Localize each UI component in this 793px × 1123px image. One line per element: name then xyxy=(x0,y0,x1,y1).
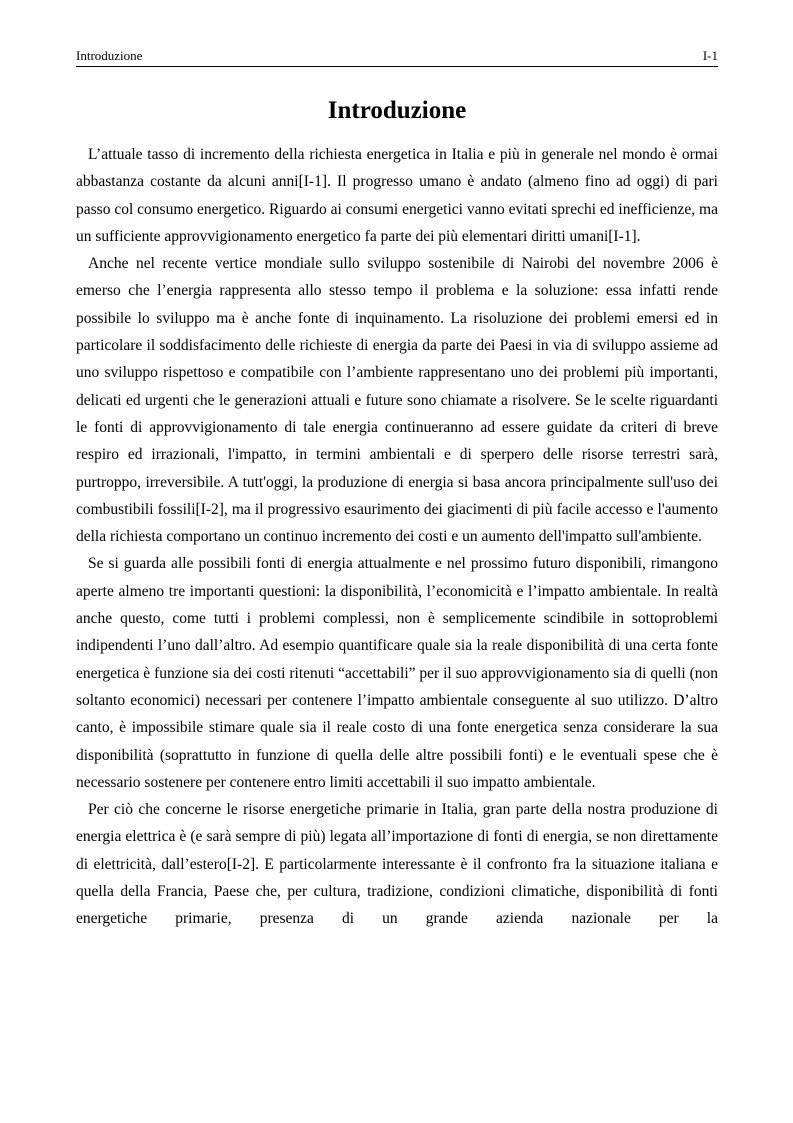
paragraph-4: Per ciò che concerne le risorse energetiche primarie in Italia, gran parte della nostra produzione di energia elettrica è (e sarà sempre di più) legata all’importazione di fonti di energia, se non direttamente di elettricità, dall’estero[I-2]. E particolarmente interessante è il confronto fra la situazione italiana e quella della Francia, Paese che, per cultura, tradizione, condizioni climatiche, disponibilità di fonti energetiche primarie, presenza di un grande azienda nazionale per la xyxy=(76,801,718,928)
body-text xyxy=(76,141,718,933)
chapter-title: Introduzione xyxy=(327,97,467,124)
paragraph-2: Anche nel recente vertice mondiale sullo sviluppo sostenibile di Nairobi del novembre 2006 è emerso che l’energia rappresenta allo stesso tempo il problema e la soluzione: essa infatti rende possibile lo sviluppo ma è anche fonte di inquinamento. La risoluzione dei problemi emersi ed in particolare il soddisfacimento delle richieste di energia da parte dei Paesi in via di sviluppo assieme ad uno sviluppo rispettoso e compatibile con l’ambiente rappresentano uno dei problemi più importanti, delicati ed urgenti che le generazioni attuali e future sono chiamate a risolvere. Se le scelte riguardanti le fonti di approvvigionamento di tale energia continueranno ad essere guidate da criteri di breve respiro ed irrazionali, l'impatto, in termini ambientali e di sperpero delle risorse terrestri sarà, purtroppo, irreversibile. A tutt'oggi, la produzione di energia si basa ancora principalmente sull'uso dei combustibili fossili[I-2], ma il progressivo esaurimento dei giacimenti di più facile accesso e l'aumento della richiesta comportano un continuo incremento dei costi e un aumento dell'impatto sull'ambiente. xyxy=(76,255,718,546)
paragraph-3: Se si guarda alle possibili fonti di energia attualmente e nel prossimo futuro disponibili, rimangono aperte almeno tre importanti questioni: la disponibilità, l’economicità e l’impatto ambientale. In realtà anche questo, come tutti i problemi complessi, non è semplicemente scindibile in sottoproblemi indipendenti l’uno dall’altro. Ad esempio quantificare quale sia la reale disponibilità di una certa fonte energetica è funzione sia dei costi ritenuti “accettabili” per il suo approvvigionamento sia di quelli (non soltanto economici) necessari per contenere l’impatto ambientale conseguente al suo utilizzo. D’altro canto, è impossibile stimare quale sia il reale costo di una fonte energetica senza considerare la sua disponibilità (soprattutto in funzione di quella delle altre possibili fonti) e le eventuali spese che è necessario sostenere per contenere entro limiti accettabili il suo impatto ambientale. xyxy=(76,555,718,791)
header-section-title: Introduzione xyxy=(76,48,143,63)
header-page-number: I-1 xyxy=(702,48,718,63)
paragraph-1: L’attuale tasso di incremento della richiesta energetica in Italia e più in generale nel mondo è ormai abbastanza costante da alcuni anni[I-1]. Il progresso umano è andato (almeno fino ad oggi) di pari passo col consumo energetico. Riguardo ai consumi energetici vanno evitati sprechi ed inefficienze, ma un sufficiente approvvigionamento energetico fa parte dei più elementari diritti umani[I-1]. xyxy=(76,146,718,245)
running-header xyxy=(76,48,718,67)
